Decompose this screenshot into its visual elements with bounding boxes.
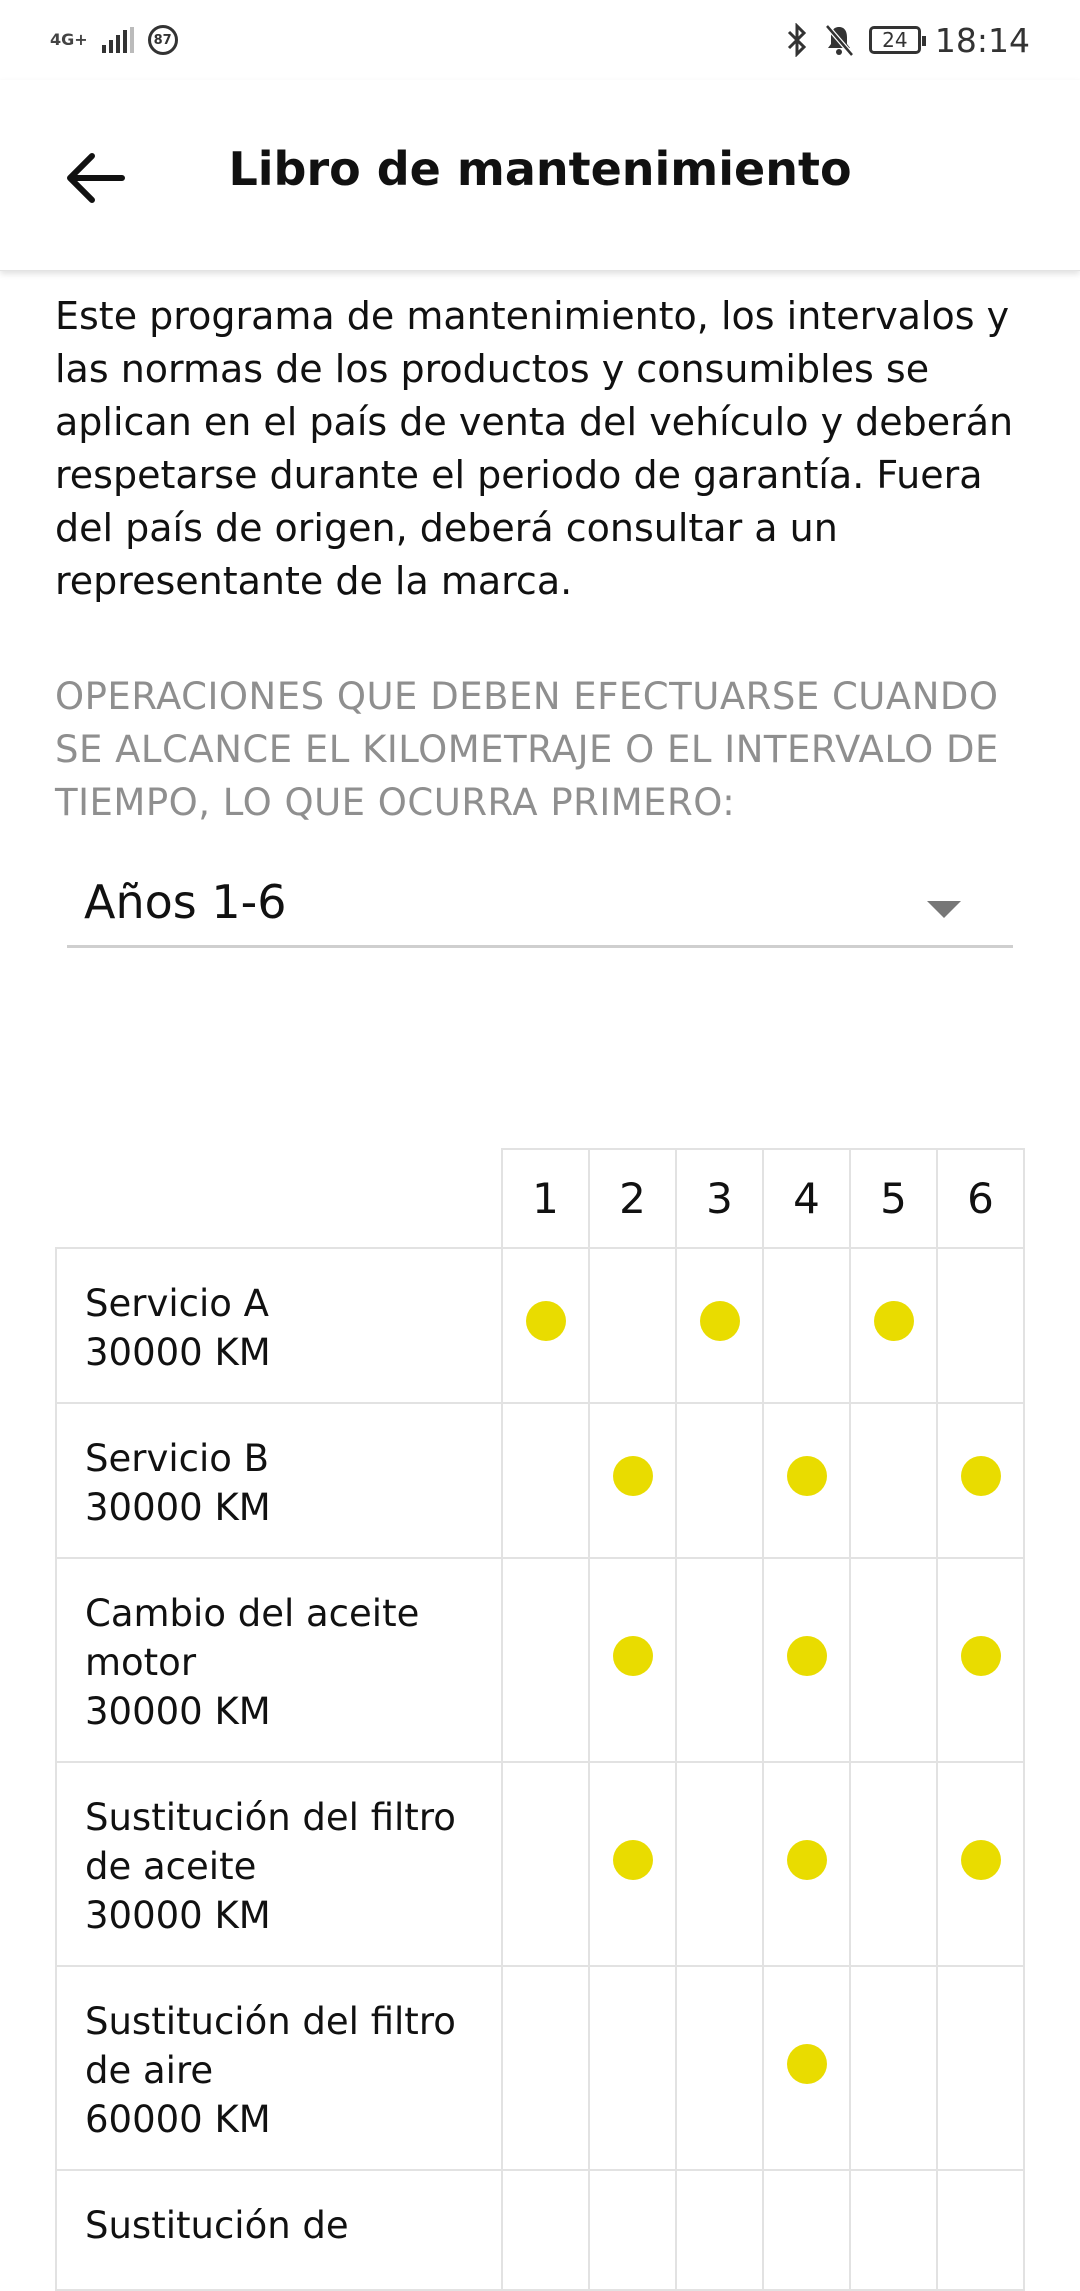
scheduled-dot-icon — [613, 1456, 653, 1496]
schedule-cell — [676, 1248, 763, 1403]
table-header-row — [56, 1149, 1024, 1248]
schedule-cell — [937, 1403, 1024, 1558]
bell-muted-icon — [823, 23, 855, 57]
app-bar — [0, 80, 1080, 271]
clock: 18:14 — [934, 20, 1030, 60]
schedule-cell — [937, 1558, 1024, 1762]
period-select[interactable] — [67, 869, 1013, 948]
service-label — [56, 1248, 502, 1403]
schedule-cell — [502, 1558, 589, 1762]
signal-icon — [102, 27, 134, 53]
period-select-value: Años 1-6 — [84, 875, 287, 929]
service-label — [56, 1762, 502, 1966]
year-header: 6 — [937, 1149, 1024, 1248]
table-row — [56, 1558, 1024, 1762]
schedule-cell — [502, 1248, 589, 1403]
schedule-cell — [589, 1558, 676, 1762]
operations-heading: OPERACIONES QUE DEBEN EFECTUARSE CUANDO SE ALCANCE EL KILOMETRAJE O EL INTERVALO DE TIEMPO, LO QUE OCURRA PRIMERO: — [55, 675, 999, 824]
service-label — [56, 2170, 502, 2290]
schedule-cell — [763, 1403, 850, 1558]
schedule-cell — [502, 1762, 589, 1966]
service-interval: 30000 KM — [85, 1486, 271, 1529]
scheduled-dot-icon — [787, 1840, 827, 1880]
schedule-cell — [502, 2170, 589, 2290]
schedule-cell — [763, 1248, 850, 1403]
schedule-cell — [589, 1248, 676, 1403]
schedule-cell — [937, 1966, 1024, 2170]
year-header: 4 — [763, 1149, 850, 1248]
scheduled-dot-icon — [787, 2044, 827, 2084]
service-interval: 60000 KM — [85, 2098, 271, 2141]
table-row — [56, 1966, 1024, 2170]
table-row — [56, 1403, 1024, 1558]
scheduled-dot-icon — [874, 1301, 914, 1341]
schedule-cell — [502, 1403, 589, 1558]
table-row — [56, 1762, 1024, 1966]
year-header: 1 — [502, 1149, 589, 1248]
schedule-cell — [763, 1558, 850, 1762]
notification-count-badge: 87 — [148, 25, 178, 55]
schedule-cell — [676, 1558, 763, 1762]
schedule-cell — [937, 1248, 1024, 1403]
table-row — [56, 2170, 1024, 2290]
schedule-cell — [589, 1403, 676, 1558]
year-header: 2 — [589, 1149, 676, 1248]
year-header: 5 — [850, 1149, 937, 1248]
dropdown-arrow-icon — [927, 901, 961, 918]
status-left — [50, 25, 178, 55]
main-content — [55, 290, 1025, 948]
schedule-cell — [850, 2170, 937, 2290]
scheduled-dot-icon — [787, 1456, 827, 1496]
service-name: Servicio A — [85, 1282, 269, 1325]
scheduled-dot-icon — [700, 1301, 740, 1341]
schedule-cell — [850, 1558, 937, 1762]
schedule-cell — [589, 1966, 676, 2170]
schedule-cell — [937, 1762, 1024, 1966]
schedule-cell — [502, 1966, 589, 2170]
service-interval: 30000 KM — [85, 1690, 271, 1733]
year-header: 3 — [676, 1149, 763, 1248]
service-name: Sustitución de — [85, 2204, 349, 2247]
schedule-cell — [763, 1762, 850, 1966]
service-label — [56, 1966, 502, 2170]
service-label — [56, 1558, 502, 1762]
service-name: Servicio B — [85, 1437, 270, 1480]
schedule-cell — [850, 1403, 937, 1558]
schedule-cell — [850, 1966, 937, 2170]
service-interval: 30000 KM — [85, 1331, 271, 1374]
schedule-cell — [676, 1762, 763, 1966]
network-type: 4G+ — [50, 30, 88, 49]
schedule-cell — [589, 1762, 676, 1966]
battery-icon: 24 — [869, 26, 921, 54]
schedule-cell — [937, 2170, 1024, 2290]
schedule-cell — [676, 1403, 763, 1558]
table-corner — [56, 1149, 502, 1248]
maintenance-table — [55, 1148, 1025, 2291]
service-label — [56, 1403, 502, 1558]
service-name: Sustitución del filtro de aceite — [85, 1796, 456, 1888]
schedule-cell — [850, 1248, 937, 1403]
intro-text: Este programa de mantenimiento, los intervalos y las normas de los productos y consumibles se aplican en el país de venta del vehículo y deberán respetarse durante el periodo de garantía. Fuera del país de origen, deberá consultar a un representante de la marca. — [55, 294, 1014, 603]
scheduled-dot-icon — [613, 1840, 653, 1880]
schedule-cell — [763, 1966, 850, 2170]
scheduled-dot-icon — [961, 1636, 1001, 1676]
bluetooth-icon — [785, 23, 809, 57]
schedule-cell — [589, 2170, 676, 2290]
table-row — [56, 1248, 1024, 1403]
schedule-cell — [850, 1762, 937, 1966]
table-body — [56, 1248, 1024, 2290]
service-name: Cambio del aceite motor — [85, 1592, 420, 1684]
scheduled-dot-icon — [613, 1636, 653, 1676]
schedule-cell — [763, 2170, 850, 2290]
scheduled-dot-icon — [961, 1840, 1001, 1880]
schedule-cell — [676, 2170, 763, 2290]
status-bar — [0, 0, 1080, 80]
scheduled-dot-icon — [526, 1301, 566, 1341]
status-right — [785, 21, 1030, 60]
scheduled-dot-icon — [787, 1636, 827, 1676]
schedule-cell — [676, 1966, 763, 2170]
scheduled-dot-icon — [961, 1456, 1001, 1496]
service-name: Sustitución del filtro de aire — [85, 2000, 456, 2092]
page-title: Libro de mantenimiento — [228, 142, 852, 196]
service-interval: 30000 KM — [85, 1894, 271, 1937]
